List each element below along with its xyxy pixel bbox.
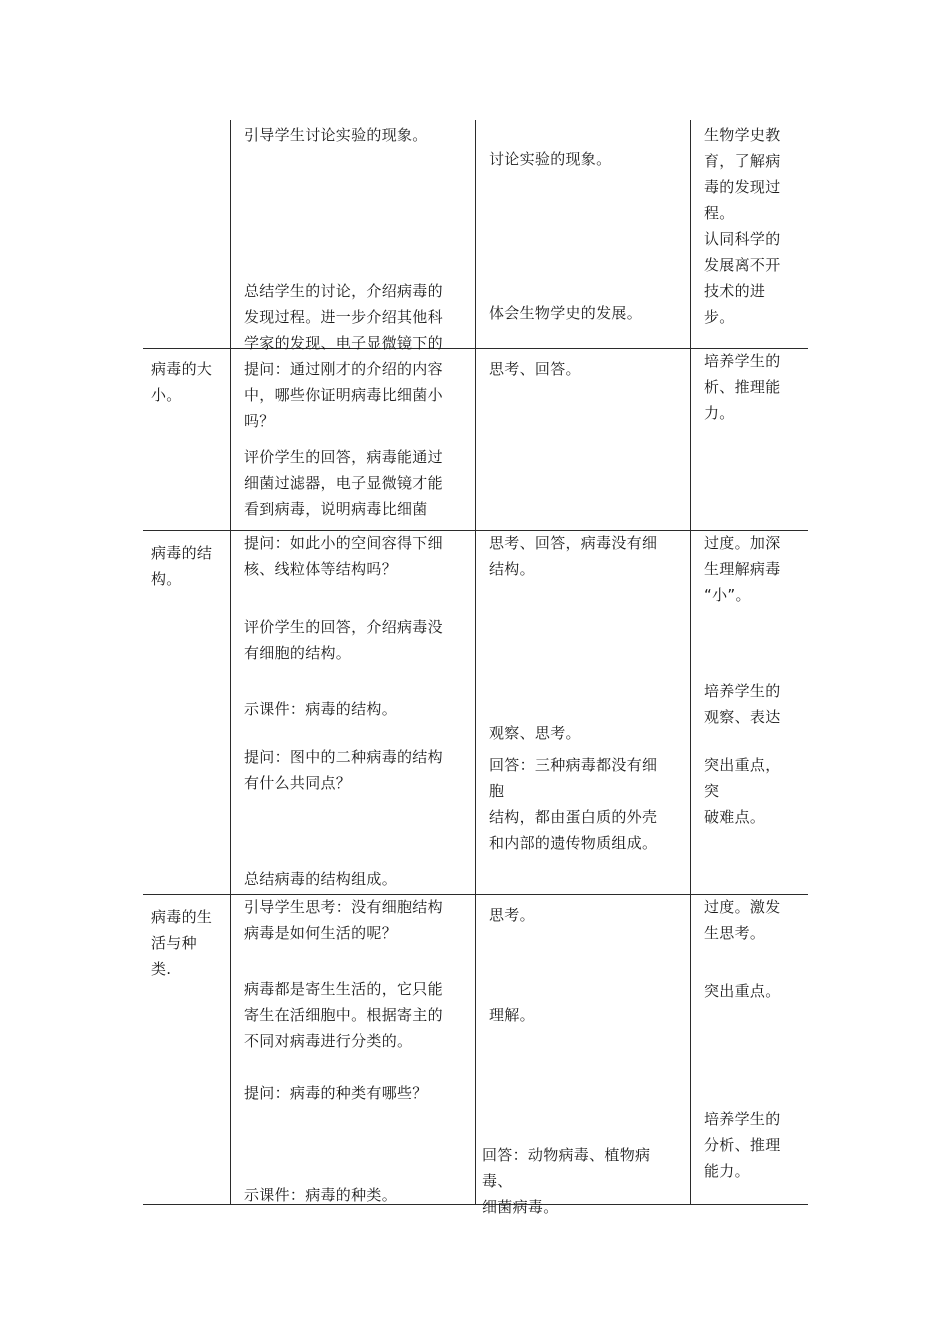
row2-student-activity: 思考、回答。	[489, 360, 581, 378]
column-rule-topic-right	[230, 120, 231, 1205]
row3-teacher-activity-2: 评价学生的回答，介绍病毒没 有细胞的结构。	[244, 618, 443, 662]
row3-design-intent-3: 突出重点， 突 破难点。	[704, 756, 781, 826]
row4-student-activity-2: 理解。	[489, 1006, 535, 1024]
row4-teacher-activity-2: 病毒都是寄生生活的，它只能 寄生在活细胞中。根据寄主的 不同对病毒进行分类的。	[244, 980, 443, 1050]
row4-design-intent-1: 过度。激发 生思考。	[704, 898, 781, 942]
row4-design-intent-3: 培养学生的 分析、推理 能力。	[704, 1110, 781, 1180]
row3-teacher-activity-3: 示课件：病毒的结构。	[244, 700, 398, 718]
row3-student-activity-2: 观察、思考。	[489, 724, 581, 742]
row1-design-intent: 生物学史教 育，了解病 毒的发现过 程。 认同科学的 发展离不开 技术的进 步。	[704, 126, 781, 326]
row4-design-intent-2: 突出重点。	[704, 982, 781, 1000]
row1-student-activity-1: 讨论实验的现象。	[489, 150, 612, 168]
row3-teacher-activity-4: 提问：图中的二种病毒的结构 有什么共同点？	[244, 748, 443, 792]
row2-teacher-activity-1: 提问：通过刚才的介绍的内容 中，哪些你证明病毒比细菌小 吗？	[244, 360, 443, 430]
row2-teacher-activity-2: 评价学生的回答，病毒能通过 细菌过滤器，电子显微镜才能 看到病毒，说明病毒比细菌	[244, 448, 443, 518]
row3-student-activity-3: 回答：三种病毒都没有细 胞 结构，都由蛋白质的外壳 和内部的遗传物质组成。	[489, 756, 658, 852]
row4-topic: 病毒的生 活与种 类.	[151, 908, 213, 978]
row3-design-intent-2: 培养学生的 观察、表达	[704, 682, 781, 726]
row3-design-intent-1: 过度。加深 生理解病毒 “小”。	[704, 534, 781, 604]
row3-topic: 病毒的结 构。	[151, 544, 213, 588]
row1-teacher-activity-1: 引导学生讨论实验的现象。	[244, 126, 428, 144]
row4-student-activity-1: 思考。	[489, 906, 535, 924]
row2-topic: 病毒的大 小。	[151, 360, 213, 404]
row1-student-activity-2: 体会生物学史的发展。	[489, 304, 643, 322]
row-rule-bottom	[143, 1204, 808, 1205]
row4-teacher-activity-4: 示课件：病毒的种类。	[244, 1186, 398, 1204]
row4-teacher-activity-3: 提问：病毒的种类有哪些？	[244, 1084, 428, 1102]
row3-student-activity-1: 思考、回答，病毒没有细 结构。	[489, 534, 658, 578]
row4-student-activity-3: 回答：动物病毒、植物病 毒、 细菌病毒。	[482, 1146, 651, 1216]
column-rule-student-right	[690, 120, 691, 1205]
row3-teacher-activity-5: 总结病毒的结构组成。	[244, 870, 398, 888]
row3-teacher-activity-1: 提问：如此小的空间容得下细 核、线粒体等结构吗？	[244, 534, 443, 578]
column-rule-activity-right	[475, 120, 476, 1205]
row2-design-intent: 培养学生的 析、推理能 力。	[704, 352, 781, 422]
row4-teacher-activity-1: 引导学生思考：没有细胞结构 病毒是如何生活的呢？	[244, 898, 443, 942]
row1-teacher-activity-2: 总结学生的讨论，介绍病毒的 发现过程。进一步介绍其他科 学家的发现、电子显微镜下的	[244, 282, 443, 352]
